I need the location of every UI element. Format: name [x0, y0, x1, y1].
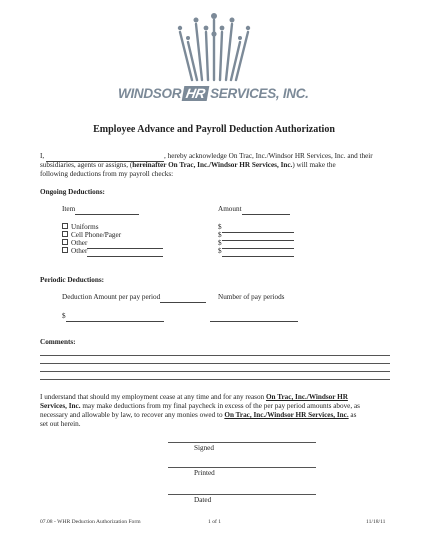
comment-line-2[interactable] — [40, 363, 390, 364]
periodic-heading: Periodic Deductions: — [40, 276, 105, 284]
periodic-number-row — [210, 312, 298, 322]
intro-line-2b: hereinafter On Trac, Inc./Windsor HR Services, Inc. — [132, 161, 293, 169]
intro-line-2c: ) will make the — [292, 161, 336, 169]
other-2-field[interactable] — [87, 256, 163, 257]
windsor-logo — [118, 6, 310, 110]
crown-icon — [118, 6, 310, 86]
agreement-3c: as — [348, 411, 357, 419]
footer-form-id: 07.08 - WHR Deduction Authorization Form — [40, 519, 141, 525]
logo-wordmark — [118, 86, 310, 101]
logo-text-left: WINDSOR — [118, 86, 182, 101]
amount-other-2 — [218, 247, 294, 257]
comment-line-1[interactable] — [40, 355, 390, 356]
other-2-checkbox[interactable] — [62, 247, 68, 253]
logo-text-hr: HR — [182, 86, 210, 101]
periodic-amount-field[interactable] — [66, 321, 164, 322]
amount-header-label: Amount — [218, 205, 242, 213]
periodic-amount-label: Deduction Amount per pay period — [62, 293, 161, 301]
currency-sign: $ — [218, 247, 222, 255]
comment-line-3[interactable] — [40, 371, 390, 372]
currency-sign: $ — [218, 239, 222, 247]
item-header-label: Item — [62, 205, 76, 213]
agreement-3a: necessary and allowable by law, to recover any monies owed to — [40, 411, 225, 419]
other-1-checkbox[interactable] — [62, 239, 68, 245]
intro-acknowledge-text: , hereby acknowledge On Trac, Inc./Windsor HR Services, Inc. and their — [164, 152, 373, 160]
item-header-rule — [75, 214, 139, 215]
periodic-number-header: Number of pay periods — [218, 293, 285, 301]
other-2-label: Other — [71, 247, 88, 255]
comments-heading: Comments: — [40, 338, 76, 346]
ongoing-amount-header — [218, 205, 290, 215]
agreement-1a: I understand that should my employment cease at any time and for any reason — [40, 393, 266, 401]
printed-label: Printed — [194, 469, 215, 477]
agreement-1b: On Trac, Inc./Windsor HR — [265, 393, 348, 401]
agreement-2b: may make deductions from my final paycheck in excess of the per pay period amounts above, as — [80, 402, 360, 410]
ongoing-heading: Ongoing Deductions: — [40, 188, 105, 196]
intro-line-2a: subsidiaries, agents or assigns, ( — [40, 161, 133, 169]
periodic-amount-rule — [160, 302, 206, 303]
agreement-line-4: set out herein. — [40, 420, 81, 428]
periodic-amount-row — [62, 312, 164, 322]
periodic-number-field[interactable] — [210, 321, 298, 322]
intro-i: I, — [40, 152, 45, 160]
logo-text-right: SERVICES, INC. — [210, 86, 309, 101]
cell-phone-checkbox[interactable] — [62, 231, 68, 237]
footer-date: 11/18/11 — [366, 519, 386, 525]
uniforms-checkbox[interactable] — [62, 223, 68, 229]
currency-sign: $ — [218, 223, 222, 231]
amount-header-rule — [242, 214, 290, 215]
amount-other-2-field[interactable] — [222, 256, 294, 257]
intro-line-3: following deductions from my payroll checks: — [40, 170, 174, 178]
ongoing-item-other-2 — [62, 247, 163, 257]
comment-line-4[interactable] — [40, 379, 390, 380]
agreement-line-3 — [40, 411, 356, 421]
uniforms-label: Uniforms — [71, 223, 99, 231]
page-title: Employee Advance and Payroll Deduction Authorization — [93, 124, 335, 135]
dated-label: Dated — [194, 496, 212, 504]
periodic-amount-header — [62, 293, 206, 303]
currency-sign: $ — [62, 312, 66, 320]
other-1-label: Other — [71, 239, 88, 247]
agreement-2a: Services, Inc. — [40, 402, 81, 410]
cell-phone-label: Cell Phone/Pager — [71, 231, 122, 239]
signed-line[interactable] — [168, 442, 316, 443]
printed-line[interactable] — [168, 467, 316, 468]
dated-line[interactable] — [168, 494, 316, 495]
ongoing-item-header — [62, 205, 139, 215]
signed-label: Signed — [194, 444, 214, 452]
currency-sign: $ — [218, 231, 222, 239]
footer-page-number: 1 of 1 — [208, 519, 222, 525]
agreement-3b: On Trac, Inc./Windsor HR Services, Inc. — [224, 411, 349, 419]
